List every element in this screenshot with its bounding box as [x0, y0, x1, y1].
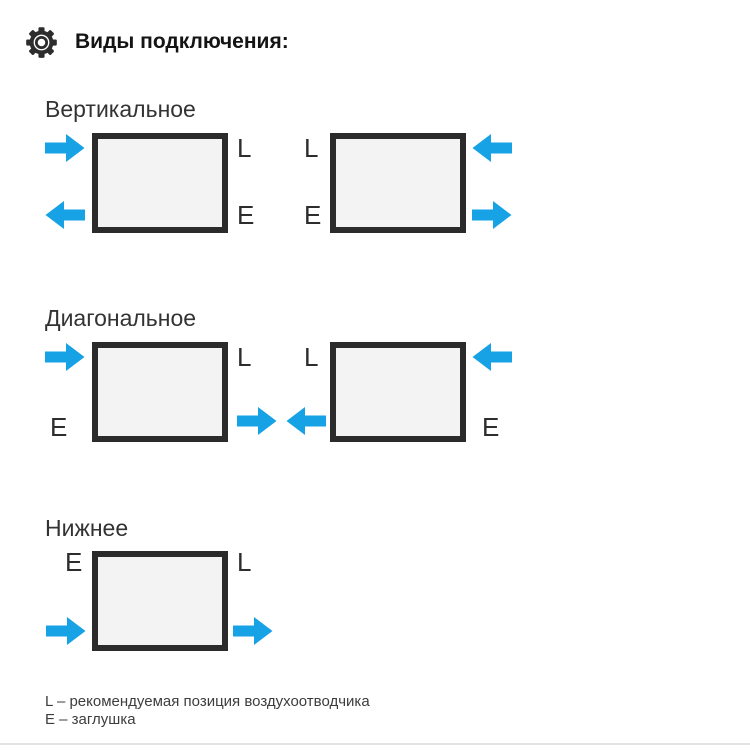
radiator-rect-vertical-right [330, 133, 466, 233]
label-plug: E [237, 200, 255, 230]
arrow-left-icon [472, 133, 512, 163]
gear-icon [24, 25, 59, 60]
legend-plug: E – заглушка [45, 711, 136, 728]
label-plug: E [50, 412, 68, 442]
radiator-rect-diagonal-right [330, 342, 466, 442]
bottom-divider [0, 743, 750, 745]
section-title-diagonal: Диагональное [45, 305, 197, 331]
arrow-left-icon [286, 406, 326, 436]
arrow-right-icon [46, 616, 86, 646]
radiator-rect-vertical-left [92, 133, 228, 233]
radiator-rect-bottom [92, 551, 228, 651]
arrow-right-icon [237, 406, 277, 436]
section-title-vertical: Вертикальное [45, 96, 196, 122]
arrow-left-icon [45, 200, 85, 230]
section-title-bottom: Нижнее [45, 515, 129, 541]
arrow-right-icon [233, 616, 273, 646]
arrow-left-icon [472, 342, 512, 372]
arrow-right-icon [45, 133, 85, 163]
label-plug: E [65, 547, 83, 577]
label-air-vent: L [237, 342, 252, 372]
label-plug: E [304, 200, 322, 230]
page-title: Виды подключения: [75, 30, 289, 53]
radiator-rect-diagonal-left [92, 342, 228, 442]
arrow-right-icon [472, 200, 512, 230]
legend-air-vent: L – рекомендуемая позиция воздухоотводчика [45, 693, 370, 710]
label-air-vent: L [304, 342, 319, 372]
label-air-vent: L [304, 133, 319, 163]
arrow-right-icon [45, 342, 85, 372]
label-air-vent: L [237, 133, 252, 163]
label-plug: E [482, 412, 500, 442]
label-air-vent: L [237, 547, 252, 577]
